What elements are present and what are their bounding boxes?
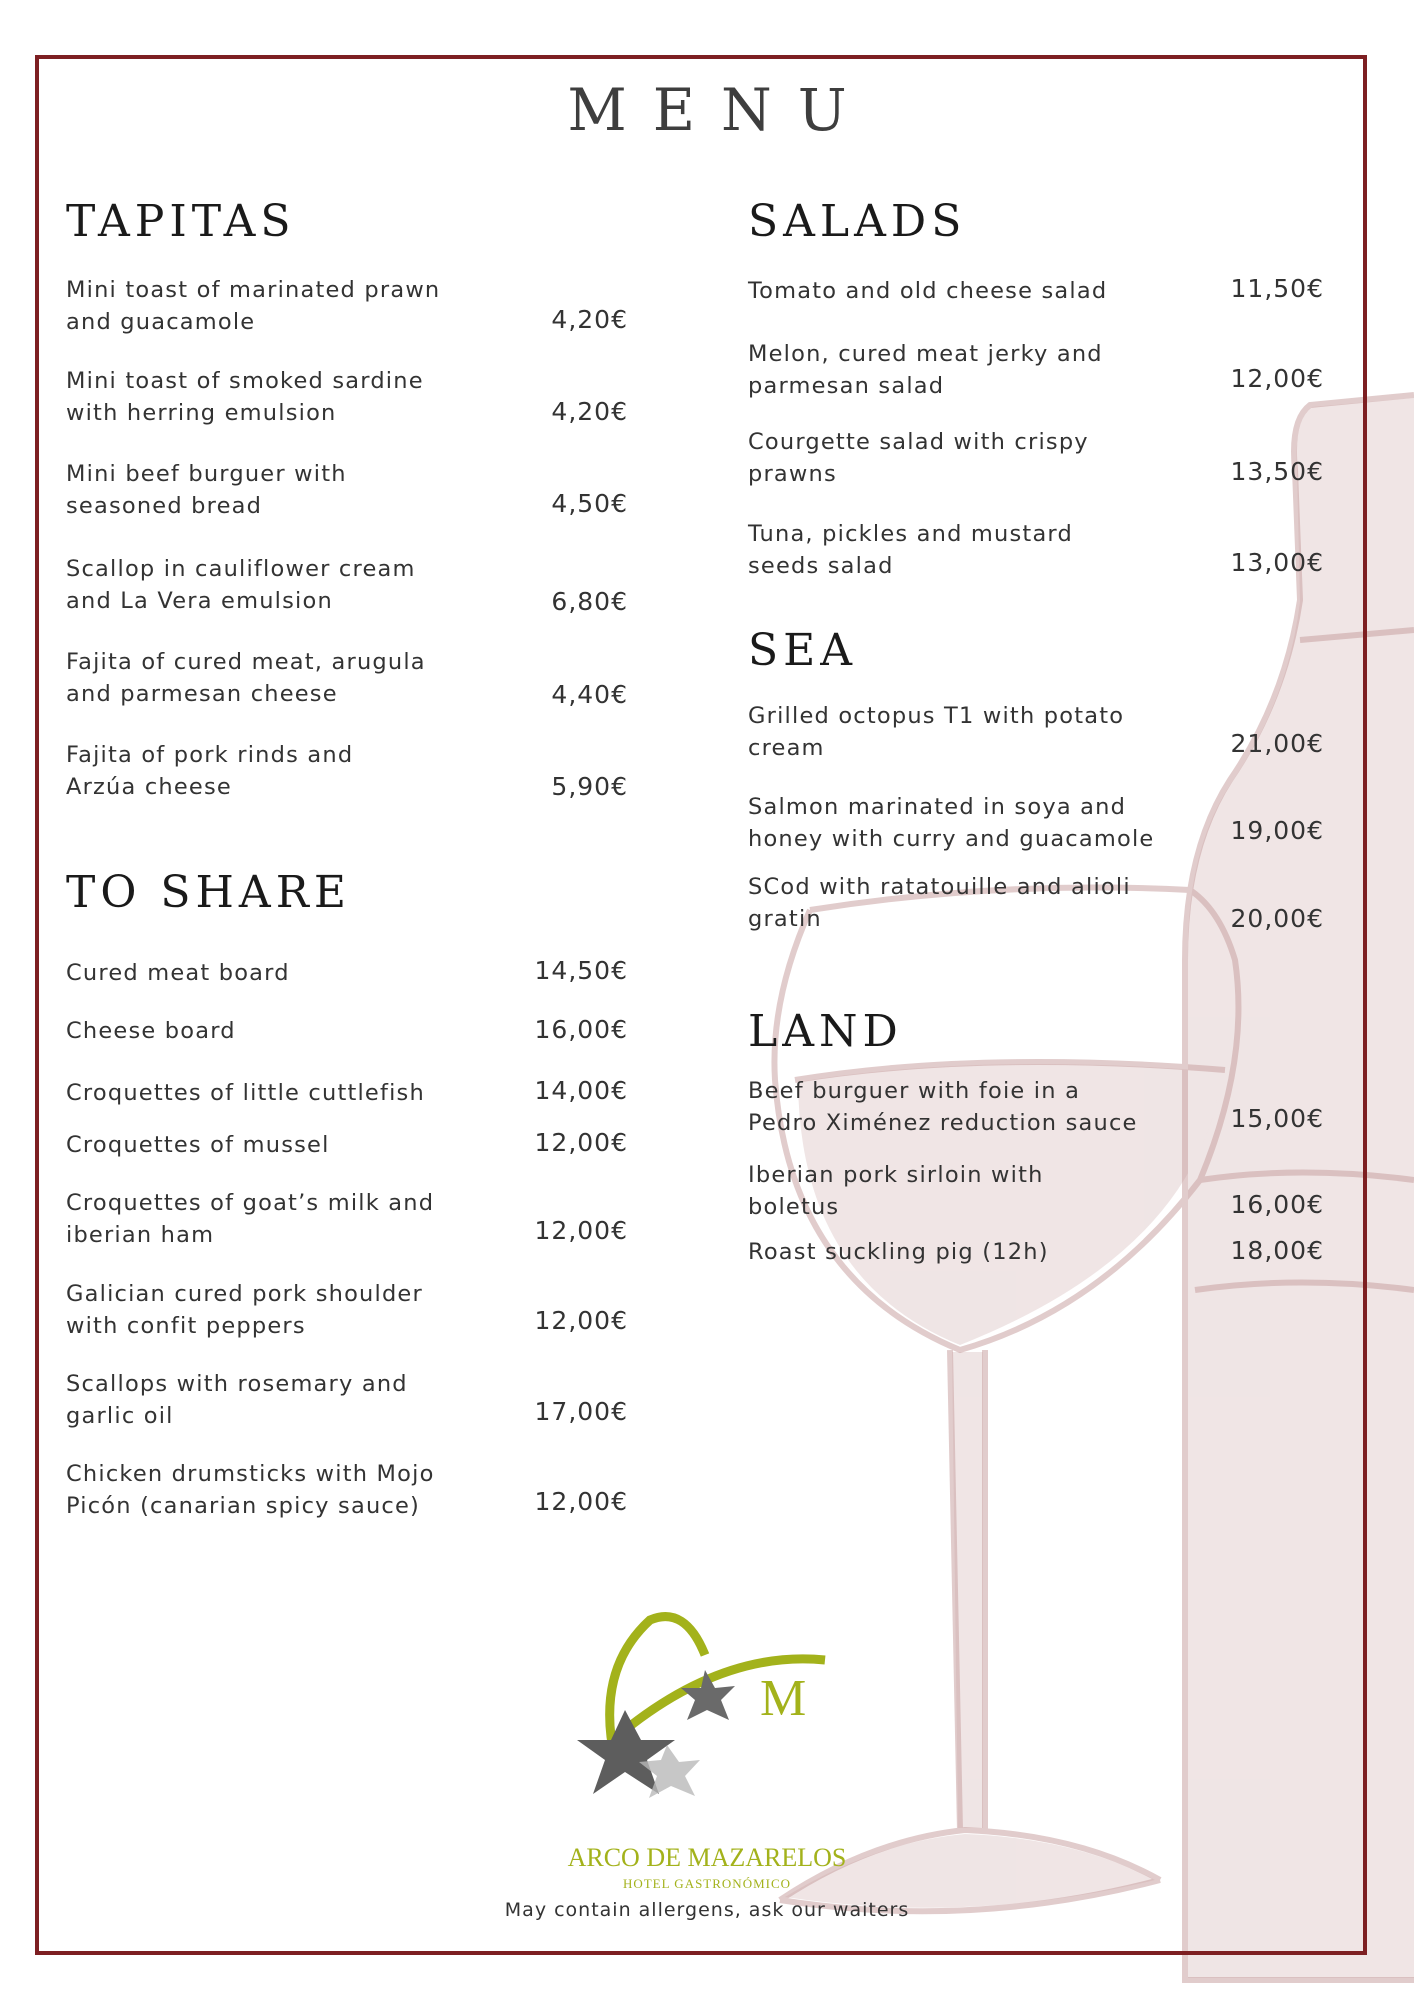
hotel-logo [555,1610,855,1800]
menu-item-price: 11,50€ [1230,274,1324,303]
menu-item-name: Chicken drumsticks with Mojo Picón (canarian spicy sauce) [66,1461,435,1519]
menu-item-price: 16,00€ [534,1015,628,1044]
menu-item-name: Mini toast of smoked sardine with herring emulsion [66,368,424,426]
section-heading-tapitas: TAPITAS [66,196,296,247]
menu-item-price: 12,00€ [534,1306,628,1335]
menu-item-name: Croquettes of mussel [66,1132,330,1158]
logo-letter: M [760,1670,807,1727]
menu-item-name: Galician cured pork shoulder with confit peppers [66,1281,423,1339]
brand-name: ARCO DE MAZARELOS [567,1843,847,1872]
menu-item-price: 12,00€ [534,1128,628,1157]
menu-item-name: Beef burguer with foie in a Pedro Ximénez reduction sauce [748,1078,1138,1136]
menu-item-price: 4,20€ [551,397,628,426]
menu-item-price: 4,20€ [551,305,628,334]
menu-item-name: Tomato and old cheese salad [748,278,1108,304]
menu-item-price: 13,50€ [1230,457,1324,486]
menu-item-name: Fajita of pork rinds and Arzúa cheese [66,742,354,800]
menu-item-price: 13,00€ [1230,548,1324,577]
menu-item-price: 19,00€ [1230,816,1324,845]
menu-item-name: Croquettes of little cuttlefish [66,1080,425,1106]
menu-item-price: 14,50€ [534,956,628,985]
menu-item-name: Salmon marinated in soya and honey with curry and guacamole [748,794,1155,852]
menu-title: MENU [567,76,873,144]
menu-item-price: 12,00€ [534,1487,628,1516]
menu-item-name: Fajita of cured meat, arugula and parmesan cheese [66,649,426,707]
menu-item-name: Grilled octopus T1 with potato cream [748,703,1125,761]
section-heading-sea: SEA [748,625,858,676]
menu-item-name: Iberian pork sirloin with boletus [748,1162,1044,1220]
menu-item-name: Courgette salad with crispy prawns [748,429,1089,487]
menu-item-name: Scallop in cauliflower cream and La Vera emulsion [66,556,416,614]
menu-item-price: 4,50€ [551,489,628,518]
menu-item-name: Cheese board [66,1018,236,1044]
menu-item-price: 12,00€ [534,1216,628,1245]
menu-item-price: 12,00€ [1230,364,1324,393]
menu-item-name: Cured meat board [66,960,290,986]
menu-item-price: 18,00€ [1230,1236,1324,1265]
menu-item-name: Melon, cured meat jerky and parmesan salad [748,341,1103,399]
menu-item-price: 4,40€ [551,680,628,709]
section-heading-to-share: TO SHARE [66,867,351,918]
menu-item-name: Croquettes of goat’s milk and iberian ham [66,1190,435,1248]
menu-item-name: Mini toast of marinated prawn and guacamole [66,277,441,335]
menu-item-name: Mini beef burguer with seasoned bread [66,461,347,519]
menu-item-price: 20,00€ [1230,904,1324,933]
menu-item-price: 5,90€ [551,772,628,801]
menu-item-price: 21,00€ [1230,729,1324,758]
menu-item-name: Tuna, pickles and mustard seeds salad [748,521,1073,579]
menu-item-price: 14,00€ [534,1076,628,1105]
section-heading-salads: SALADS [748,196,967,247]
menu-item-price: 6,80€ [551,587,628,616]
menu-item-price: 16,00€ [1230,1190,1324,1219]
menu-item-price: 15,00€ [1230,1104,1324,1133]
section-heading-land: LAND [748,1006,903,1057]
menu-item-price: 17,00€ [534,1397,628,1426]
menu-item-name: Roast suckling pig (12h) [748,1239,1049,1265]
menu-item-name: Scallops with rosemary and garlic oil [66,1371,408,1429]
brand-subtitle: HOTEL GASTRONÓMICO [622,1876,792,1891]
menu-item-name: SCod with ratatouille and alioli gratin [748,874,1131,932]
allergen-notice: May contain allergens, ask our waiters [504,1899,910,1921]
